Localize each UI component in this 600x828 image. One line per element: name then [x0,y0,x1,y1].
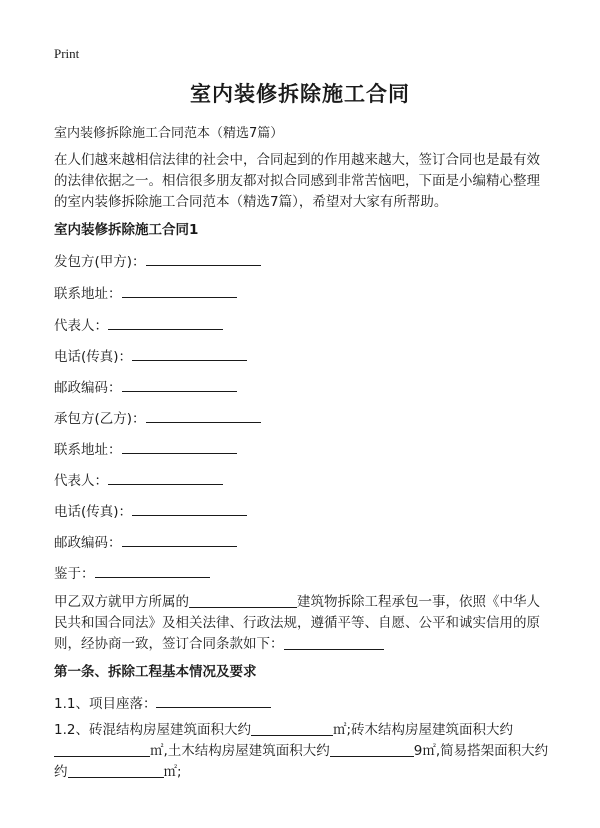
phone-a-field [54,345,247,365]
paragraph-text: 9㎡,简易搭架面积大约 [413,743,549,759]
fill-in-line [122,379,237,392]
paragraph-text: ㎡;砖木结构房屋建筑面积大约 [332,722,514,738]
intro-paragraph: 在人们越来越相信法律的社会中，合同起到的作用越来越大，签订合同也是最有效的法律依据之一。相信很多朋友都对拟合同感到非常苦恼吧，下面是小编精心整理的室内装修拆除施工合同范本（精选7篇），希望对大家有所帮助。 [54,152,540,210]
field-label: 电话(传真)： [54,349,133,365]
project-location-field [54,692,271,712]
field-label: 1.1、项目座落： [54,696,157,712]
field-label: 代表人： [54,473,108,489]
field-label: 发包方(甲方)： [54,254,146,270]
field-label: 邮政编码： [54,535,122,551]
fill-in-line [122,441,237,454]
area-paragraph: 1.2、砖混结构房屋建筑面积大约 ㎡;砖木结构房屋建筑面积大约 ㎡,土木结构房屋建筑面积大约 9㎡,简易搭架面积大约 约 ㎡; [54,722,549,780]
fill-in-line [95,565,210,578]
agreement-paragraph [54,592,550,655]
article-1-title: 第一条、拆除工程基本情况及要求 [54,664,257,680]
fill-in-line [122,285,237,298]
fill-in-line [132,503,247,516]
document-title: 室内装修拆除施工合同 [190,82,410,106]
field-label: 电话(传真)： [54,504,133,520]
fill-in-line [330,743,414,757]
fill-in-line [108,472,223,485]
fill-in-line [146,253,261,266]
section-title: 室内装修拆除施工合同1 [54,222,199,238]
fill-in-line [122,534,237,547]
address-a-field [54,282,237,302]
postcode-a-field [54,376,237,396]
paragraph-text: ㎡; [163,764,182,780]
fill-in-line [251,722,333,736]
field-label: 鉴于： [54,566,95,582]
field-label: 代表人： [54,318,108,334]
fill-in-line [54,743,150,757]
field-label: 联系地址： [54,286,122,302]
fill-in-line [189,594,297,608]
fill-in-line [156,695,271,708]
paragraph-text: ㎡,土木结构房屋建筑面积大约 [150,743,330,759]
party-a-field [54,250,261,270]
paragraph-text: 甲乙双方就甲方所属的 [54,594,189,610]
fill-in-line [146,410,261,423]
field-label: 承包方(乙方)： [54,411,146,427]
paragraph-text: 建筑物拆除工程承包一事，依照《中华人民共和国合同法》及相关法律、行政法规，遵循平等、自愿、公平和诚实信用的原则，经协商一致，签订合同条款如下： [54,594,540,652]
field-label: 邮政编码： [54,380,122,396]
postcode-b-field [54,531,237,551]
document-subtitle: 室内装修拆除施工合同范本（精选7篇） [54,126,284,141]
paragraph-text: 1.2、砖混结构房屋建筑面积大约 [54,722,251,738]
whereas-field [54,562,210,582]
fill-in-line [68,764,164,778]
print-label[interactable]: Print [54,46,80,61]
fill-in-line [132,348,247,361]
representative-a-field [54,314,223,334]
field-label: 联系地址： [54,442,122,458]
party-b-field [54,407,261,427]
phone-b-field [54,500,247,520]
address-b-field [54,438,237,458]
fill-in-line [284,636,384,650]
fill-in-line [108,317,223,330]
representative-b-field [54,469,223,489]
